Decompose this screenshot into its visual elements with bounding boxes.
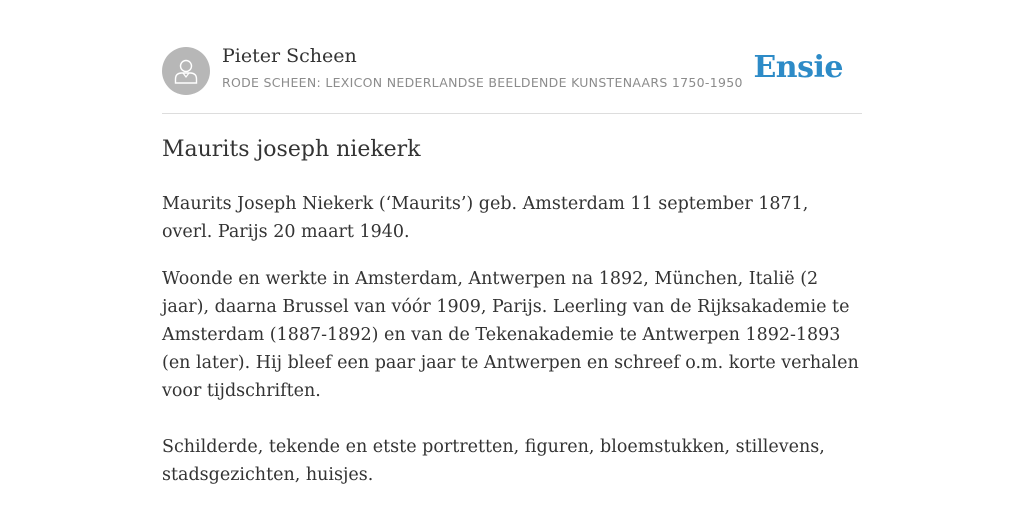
author-name[interactable]: Pieter Scheen xyxy=(222,45,357,67)
article-paragraph: Woonde en werkte in Amsterdam, Antwerpen na 1892, München, Italië (2 jaar), daarna Brussel van vóór 1909, Parijs. Leerling van de Rijksakademie te Amsterdam (1887-1892) en van de Tekenakademie te Antwerpen 1892-1893 (en later). Hij bleef een paar jaar te Antwerpen en schreef o.m. korte verhalen voor tijdschriften. xyxy=(162,269,859,401)
article-paragraph: Maurits Joseph Niekerk (‘Maurits’) geb. Amsterdam 11 september 1871, overl. Parijs 20 maart 1940. xyxy=(162,194,809,242)
author-avatar[interactable] xyxy=(162,47,210,95)
article-header xyxy=(162,0,862,114)
article-card xyxy=(162,0,862,485)
user-icon xyxy=(174,58,198,84)
article-paragraph: Schilderde, tekende en etste portretten, figuren, bloemstukken, stillevens, stadsgezichten, huisjes. xyxy=(162,437,825,485)
source-label[interactable]: RODE SCHEEN: LEXICON NEDERLANDSE BEELDENDE KUNSTENAARS 1750-1950 xyxy=(222,75,743,90)
page-title: Maurits joseph niekerk xyxy=(162,137,421,162)
ensie-logo[interactable]: Ensie xyxy=(753,50,843,85)
